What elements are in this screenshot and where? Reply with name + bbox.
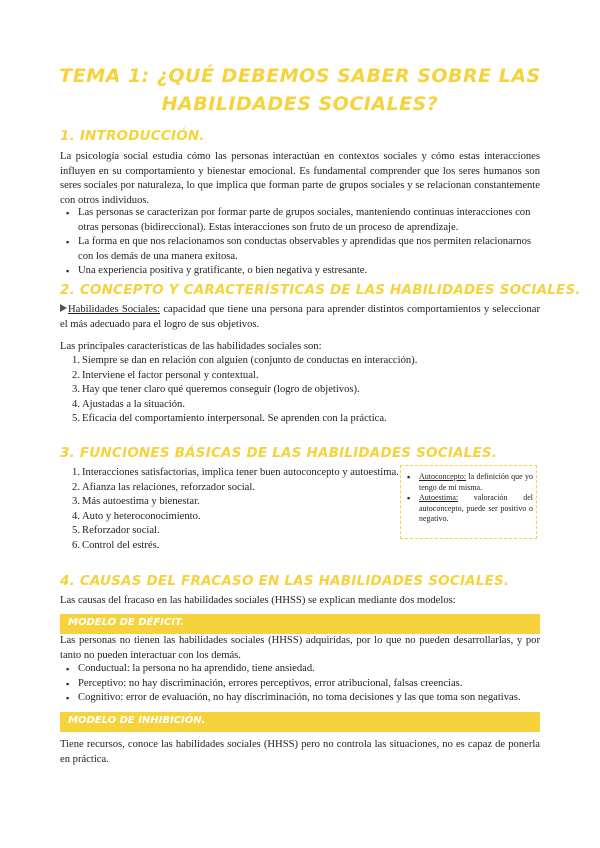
list-item: 1. Siempre se dan en relación con alguien (conjunto de conductas en interacción).: [72, 355, 418, 366]
model-deficit-list: [64, 662, 540, 706]
definition-term: Habilidades Sociales:: [68, 304, 161, 315]
model-inhibition-paragraph: Tiene recursos, conoce las habilidades sociales (HHSS) pero no controla las situaciones, no es capaz de ponerla en práctica.: [60, 739, 540, 765]
list-item: 5. Reforzador social.: [72, 525, 160, 537]
list-item: ▪ La forma en que nos relacionamos son conductas observables y aprendidas que nos permiten relacionarnos con los demás de una manera exitosa.: [64, 235, 540, 264]
list-item: 1. Interacciones satisfactorias, implica tener buen autoconcepto y autoestima.: [72, 467, 399, 478]
definitions-note-box: [400, 465, 537, 539]
characteristics-list: [72, 354, 532, 427]
list-item: 4. Auto y heteroconocimiento.: [72, 510, 201, 522]
list-item: 3. Más autoestima y bienestar.: [72, 496, 200, 508]
list-item: 6. Control del estrés.: [72, 539, 160, 551]
model-deficit-band: [60, 614, 540, 634]
definition-paragraph: [60, 303, 540, 332]
list-item: ▪ Perceptivo: no hay discriminación, errores perceptivos, error atribucional, falsas creencias.: [64, 677, 540, 692]
section-1-list: [64, 206, 540, 279]
note-list: [405, 472, 533, 525]
title-line-2: HABILIDADES SOCIALES?: [161, 93, 439, 115]
list-item: 2. Interviene el factor personal y contextual.: [72, 369, 259, 381]
definition-text: capacidad que tiene una persona para aprender distintos comportamientos y seleccionar el más adecuado para el logro de sus objetivos.: [60, 304, 541, 330]
list-item: 3. Hay que tener claro qué queremos conseguir (logro de objetivos).: [72, 384, 360, 396]
section-2-heading: 2. CONCEPTO Y CARACTERÍSTICAS DE LAS HABILIDADES SOCIALES.: [60, 282, 581, 298]
causes-intro: Las causas del fracaso en las habilidades sociales (HHSS) se explican mediante dos modelos:: [60, 595, 456, 606]
section-4-heading: 4. CAUSAS DEL FRACASO EN LAS HABILIDADES SOCIALES.: [60, 573, 510, 589]
model-inhibition-label: MODELO DE INHIBICIÓN.: [68, 715, 206, 726]
list-item: 5. Eficacia del comportamiento interpersonal. Se aprenden con la práctica.: [72, 413, 387, 425]
note-item: ▪ Autoconcepto: la definición que yo tengo de mi misma.: [405, 472, 533, 493]
section-1-heading: 1. INTRODUCCIÓN.: [60, 128, 205, 144]
arrow-icon: [60, 304, 67, 312]
note-item: ▪ Autoestima: valoración del autoconcepto, puede ser positivo o negativo.: [405, 493, 533, 525]
functions-list: [72, 466, 402, 554]
list-item: ▪ Cognitivo: error de evaluación, no hay discriminación, no toma decisiones y las que toma son negativas.: [64, 691, 540, 706]
list-item: 4. Ajustadas a la situación.: [72, 398, 185, 410]
list-item: ▪ Una experiencia positiva y gratificante, o bien negativa y estresante.: [64, 264, 540, 279]
page-title: [0, 62, 600, 118]
characteristics-intro: Las principales características de las habilidades sociales son:: [60, 341, 322, 352]
title-line-1: TEMA 1: ¿QUÉ DEBEMOS SABER SOBRE LAS: [59, 65, 541, 87]
list-item: ▪ Las personas se caracterizan por formar parte de grupos sociales, manteniendo continuas interacciones con otras personas (bidireccional). Estas interacciones son fruto de un proceso de aprendizaje.: [64, 206, 540, 235]
model-deficit-label: MODELO DE DÉFICIT.: [68, 617, 184, 628]
list-item: 2. Afianza las relaciones, reforzador social.: [72, 481, 255, 493]
model-inhibition-band: [60, 712, 540, 732]
model-deficit-paragraph: Las personas no tienen las habilidades sociales (HHSS) adquiridas, por lo que no pueden desarrollarlas, y por tanto no pueden interactuar con los demás.: [60, 635, 540, 661]
list-item: ▪ Conductual: la persona no ha aprendido, tiene ansiedad.: [64, 662, 540, 677]
section-3-heading: 3. FUNCIONES BÁSICAS DE LAS HABILIDADES SOCIALES.: [60, 445, 498, 461]
section-1-paragraph: La psicología social estudia cómo las personas interactúan en contextos sociales y cómo estas interacciones influyen en su comportamiento y bienestar emocional. Es fundamental comprender que los seres humanos son seres sociales por naturaleza, lo que implica que forman parte de grupos sociales y se relacionan constantemente con otros individuos.: [60, 151, 540, 206]
